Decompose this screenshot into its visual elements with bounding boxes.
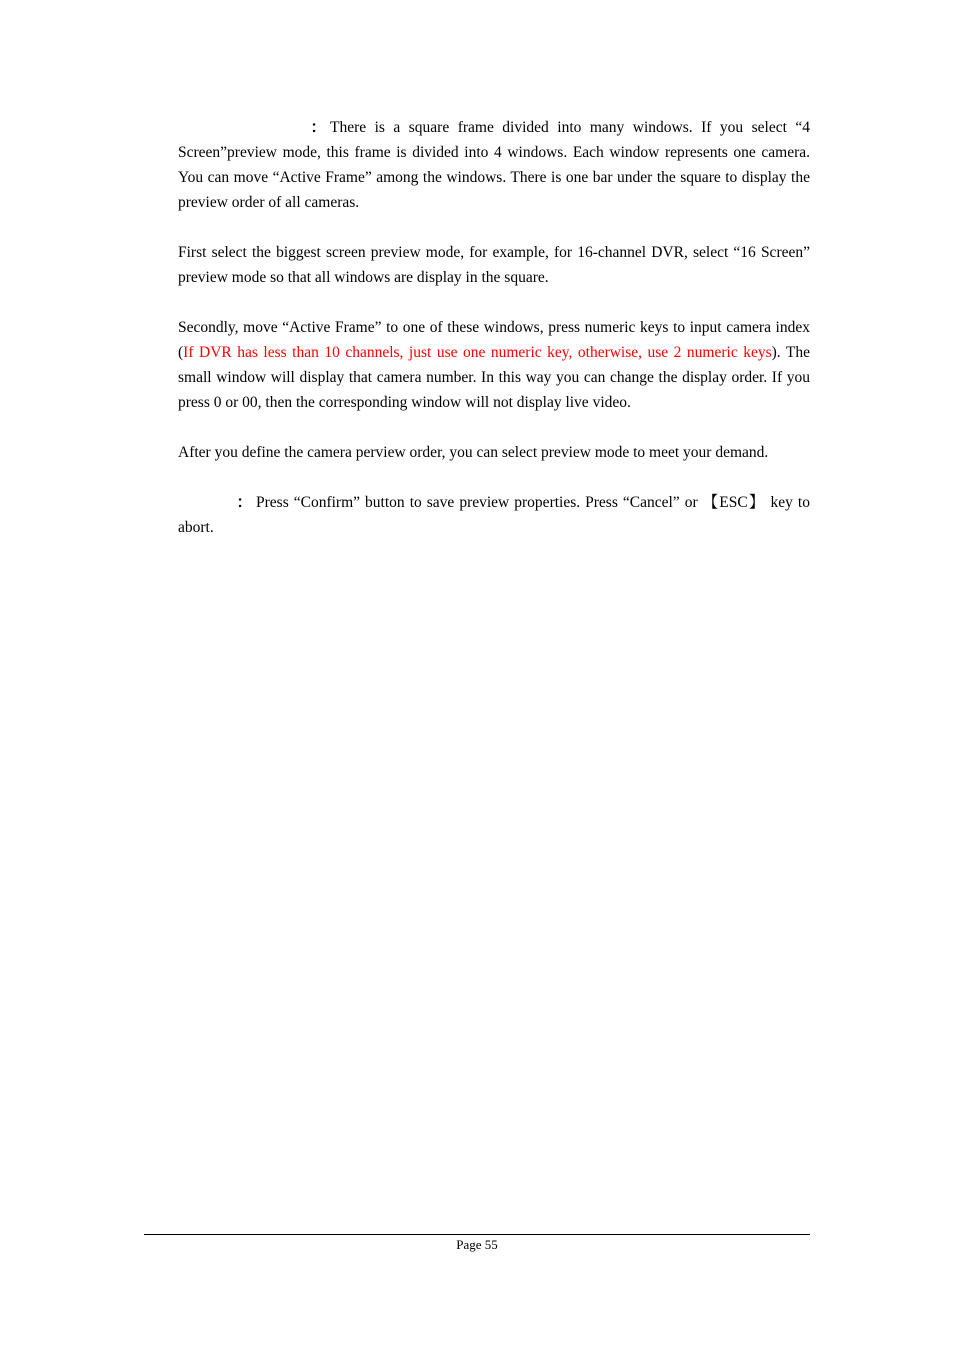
paragraph-text-before: Secondly, move “Active Frame” to one of these windows, press numeric keys to input camera index (: [178, 319, 810, 361]
colon-mark: ：: [310, 119, 326, 136]
paragraph-text: First select the biggest screen preview mode, for example, for 16-channel DVR, select “16 Screen” preview mode so that all windows are display in the square.: [178, 244, 810, 286]
paragraph-camera-index: [178, 315, 810, 415]
document-body: [178, 115, 810, 565]
paragraph-text: Press “Confirm” button to save preview properties. Press “Cancel” or 【ESC】 key to abort.: [178, 494, 810, 536]
paragraph-text-after: ). The small window will display that camera number. In this way you can change the display order. If you press 0 or 00, then the corresponding window will not display live video.: [178, 344, 810, 411]
paragraph-lead-colon: [178, 490, 256, 515]
paragraph-text: There is a square frame divided into many windows. If you select “4 Screen”preview mode, this frame is divided into 4 windows. Each window represents one camera. You can move “Active Frame” among the windows. There is one bar under the square to display the preview order of all cameras.: [178, 119, 810, 211]
paragraph-confirm: [178, 490, 810, 540]
footer-divider: [144, 1234, 810, 1235]
page-number: Page 55: [456, 1237, 498, 1252]
paragraph-preview-frame: [178, 115, 810, 215]
paragraph-define-order: [178, 440, 810, 465]
highlighted-note: If DVR has less than 10 channels, just use one numeric key, otherwise, use 2 numeric keys: [183, 344, 772, 361]
paragraph-text: After you define the camera perview order, you can select preview mode to meet your demand.: [178, 444, 769, 461]
paragraph-select-mode: [178, 240, 810, 290]
paragraph-lead-colon: [178, 115, 330, 140]
colon-mark: ：: [236, 494, 252, 511]
